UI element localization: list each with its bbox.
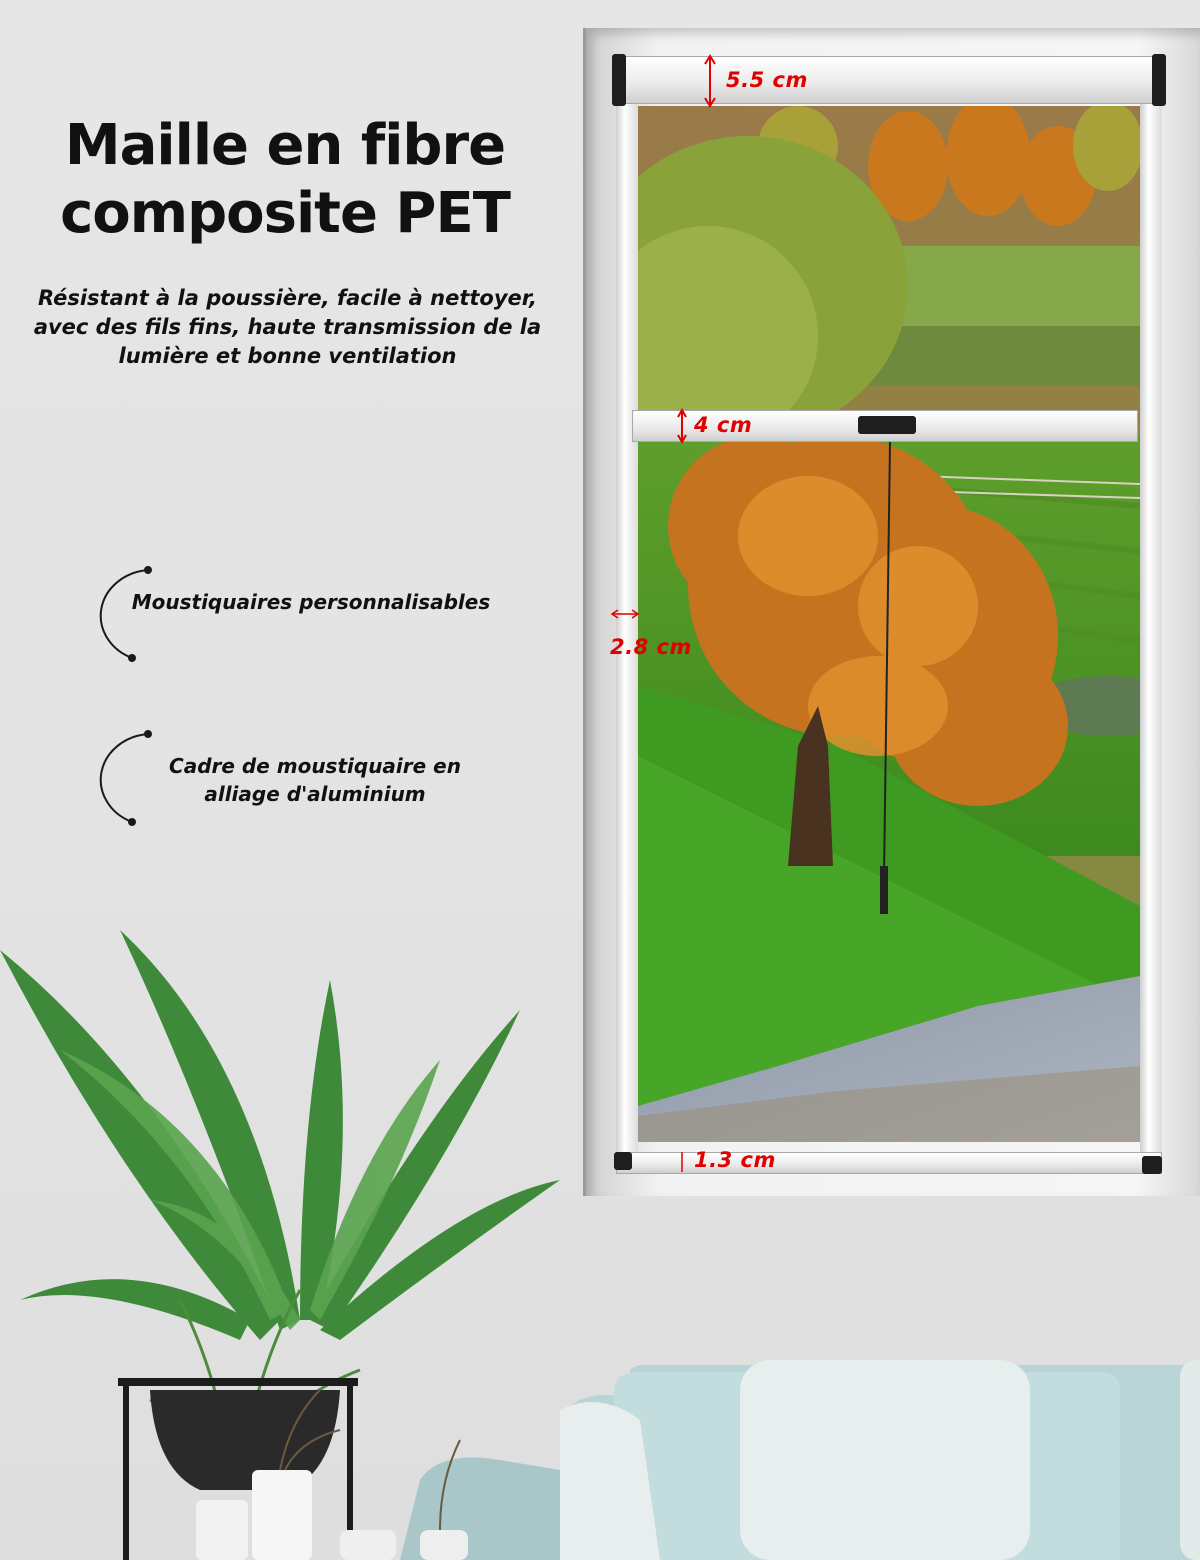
feature-label-line-2: alliage d'aluminium bbox=[204, 782, 426, 806]
dimension-top-rail: 5.5 cm bbox=[726, 68, 808, 92]
dimension-bottom-rail: 1.3 cm bbox=[694, 1148, 776, 1172]
feature-label: Moustiquaires personnalisables bbox=[131, 590, 491, 614]
feature-label-line-1: Cadre de moustiquaire en bbox=[169, 754, 461, 778]
product-description: Résistant à la poussière, facile à nettoyer, avec des fils fins, haute transmission de la lumière et bonne ventilation bbox=[33, 286, 542, 368]
dimension-side-frame: 2.8 cm bbox=[610, 635, 692, 659]
dimension-middle-rail: 4 cm bbox=[694, 413, 753, 437]
title-line-2: composite PET bbox=[60, 181, 510, 246]
title-line-1: Maille en fibre bbox=[64, 113, 506, 178]
